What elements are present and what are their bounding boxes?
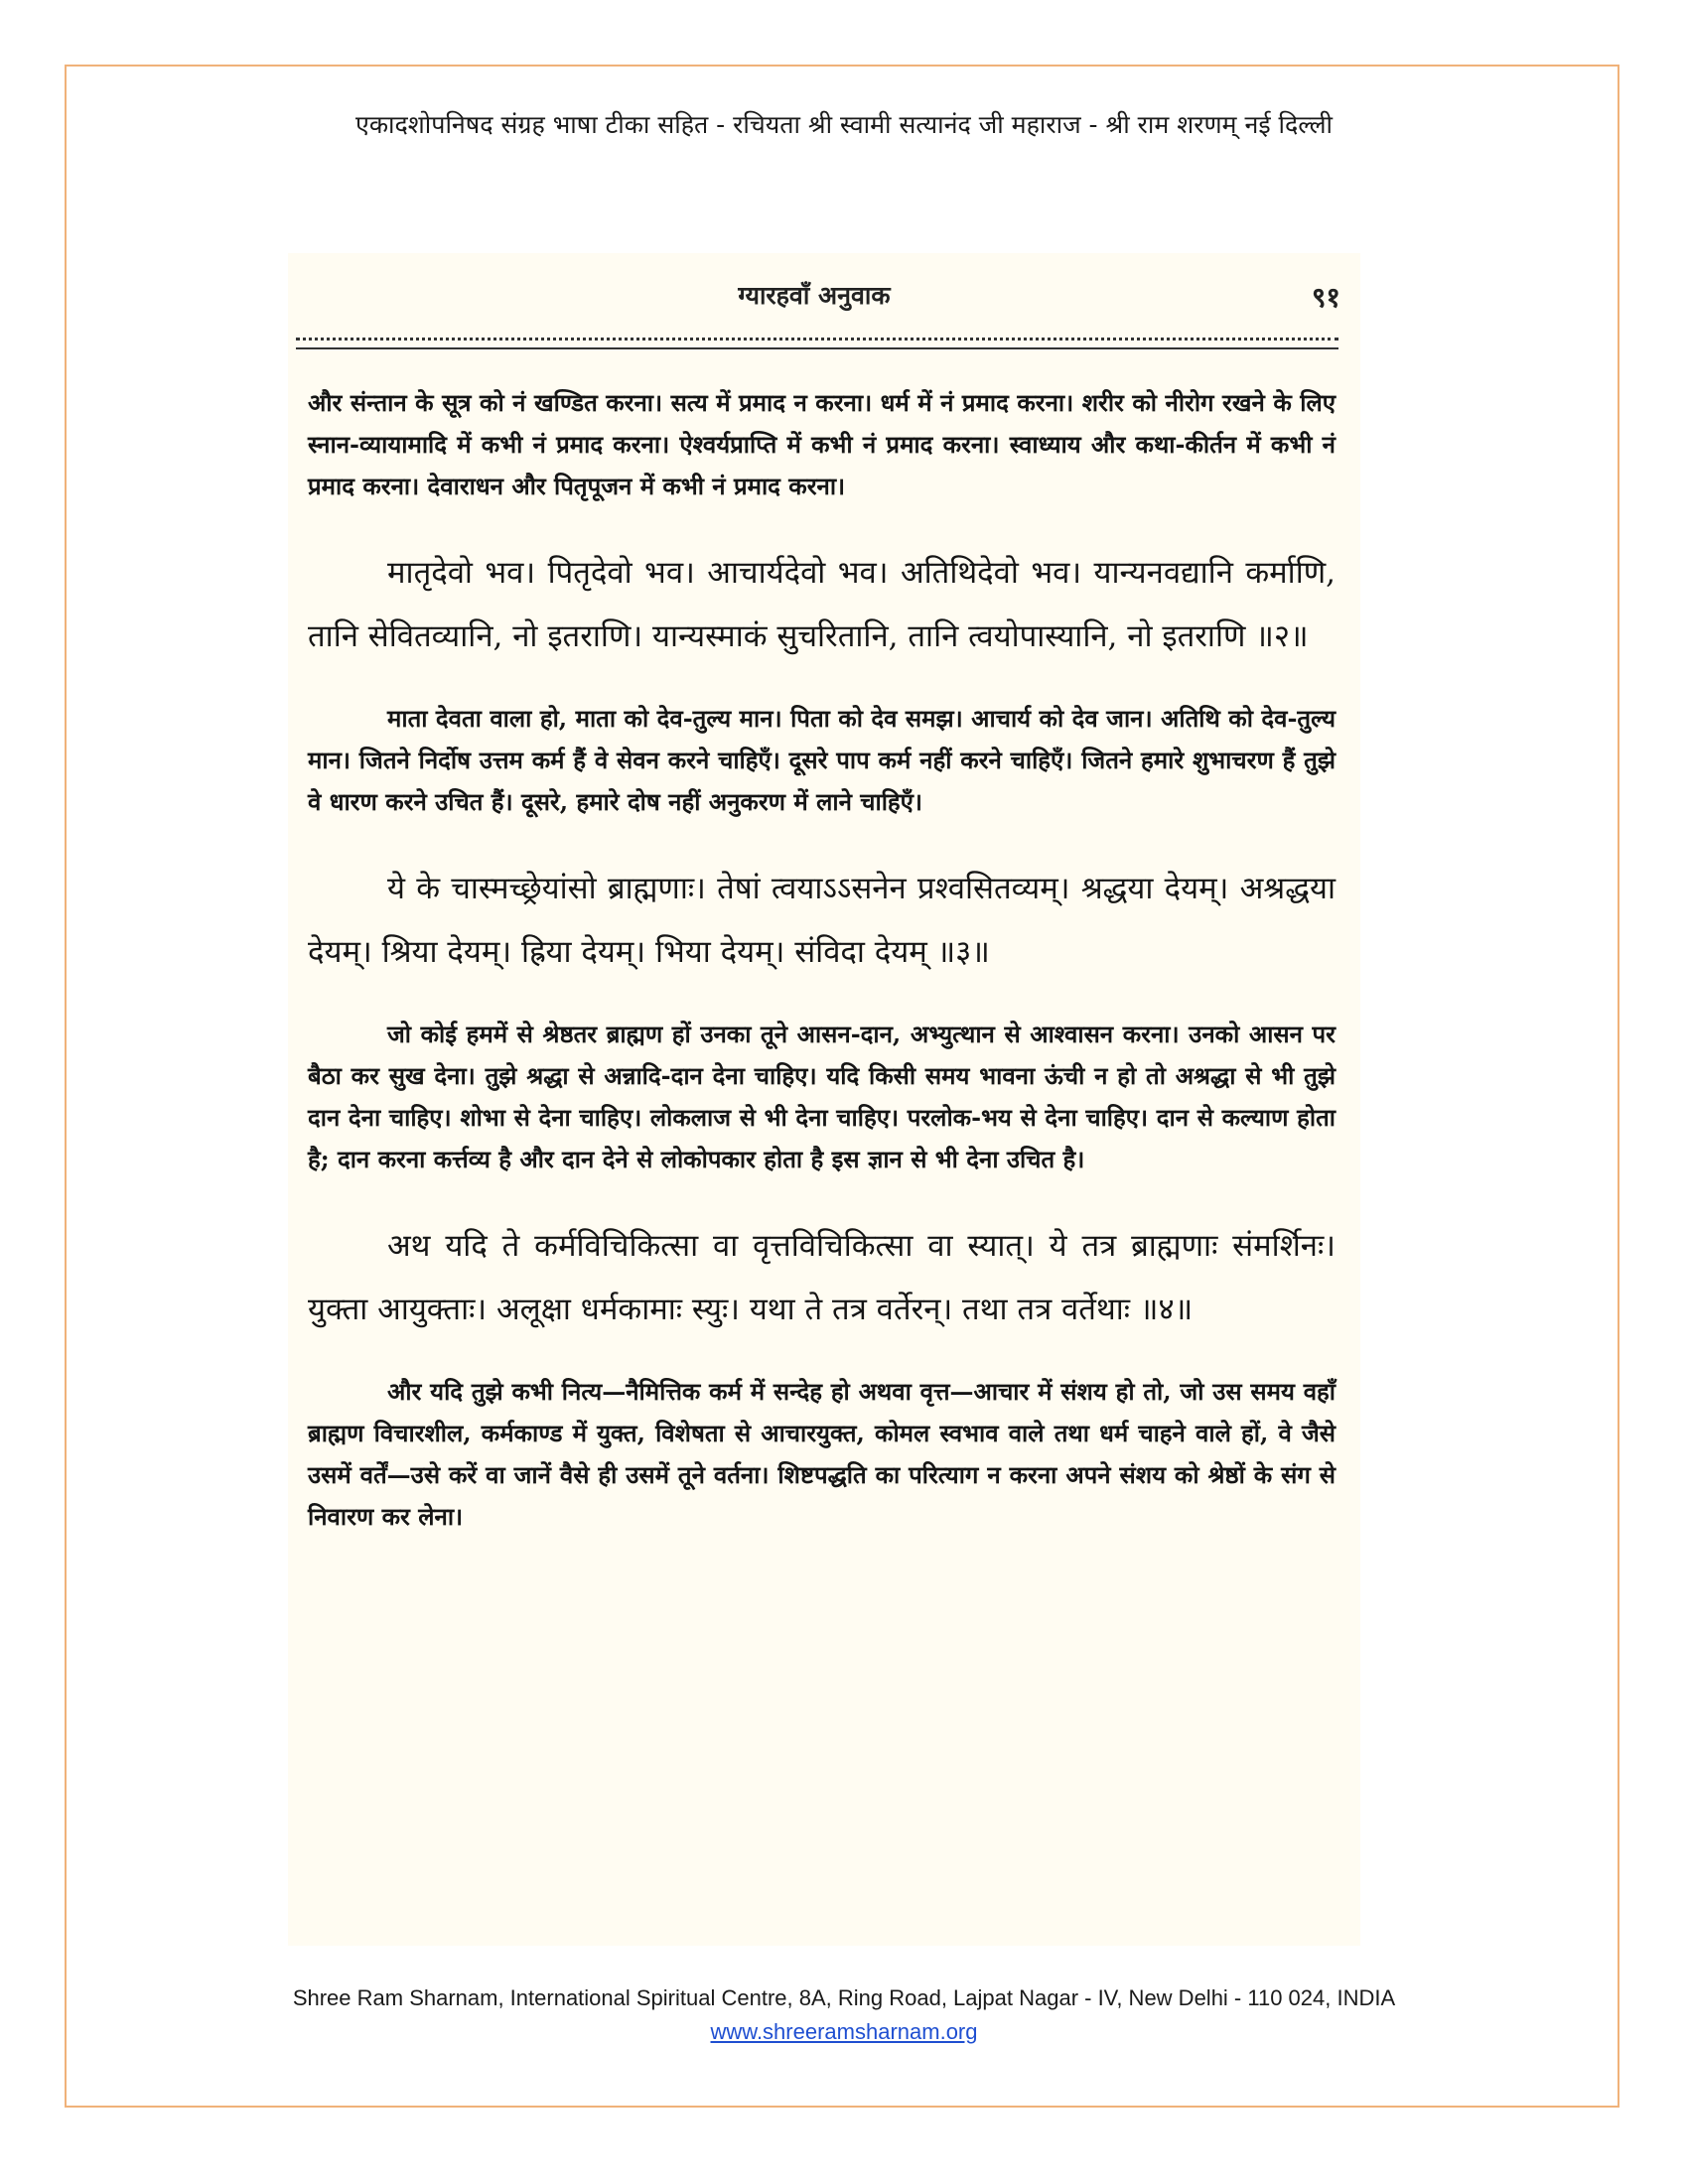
translation-paragraph-1: और संन्तान के सूत्र को नं खण्डित करना। सत्य में प्रमाद न करना। धर्म में नं प्रमाद करना। शरीर को नीरोग रखने के लिए स्नान-व्यायामादि में कभी नं प्रमाद करना। ऐश्वर्यप्राप्ति में कभी नं प्रमाद करना। स्वाध्याय और कथा-कीर्तन में कभी नं प्रमाद करना। देवाराधन और पितृपूजन में कभी नं प्रमाद करना। (308, 388, 1336, 500)
website-link[interactable]: www.shreeramsharnam.org (710, 2019, 978, 2044)
translation-paragraph-4: और यदि तुझे कभी नित्य—नैमित्तिक कर्म में सन्देह हो अथवा वृत्त—आचार में संशय हो तो, जो उस समय वहाँ ब्राह्मण विचारशील, कर्मकाण्ड में युक्त, विशेषता से आचारयुक्त, कोमल स्वभाव वाले तथा धर्म चाहने वाले हों, वे जैसे उसमें वर्तें—उसे करें वा जानें वैसे ही उसमें तूने वर्तना। शिष्टपद्धति का परित्याग न करना अपने संशय को श्रेष्ठों के संग से निवारण कर लेना। (308, 1377, 1336, 1531)
header-solid-rule (296, 347, 1338, 349)
translation-paragraph-3: जो कोई हममें से श्रेष्ठतर ब्राह्मण हों उनका तूने आसन-दान, अभ्युत्थान से आश्वासन करना। उनको आसन पर बैठा कर सुख देना। तुझे श्रद्धा से अन्नादि-दान देना चाहिए। यदि किसी समय भावना ऊंची न हो तो अश्रद्धा से भी तुझे दान देना चाहिए। शोभा से देना चाहिए। लोकलाज से भी देना चाहिए। परलोक-भय से देना चाहिए। दान से कल्याण होता है; दान करना कर्त्तव्य है और दान देने से लोकोपकार होता है इस ज्ञान से भी देना उचित है। (308, 1020, 1336, 1173)
document-header: एकादशोपनिषद संग्रह भाषा टीका सहित - रचियता श्री स्वामी सत्यानंद जी महाराज - श्री राम शरणम् नई दिल्ली (355, 110, 1333, 139)
footer-address: Shree Ram Sharnam, International Spiritual Centre, 8A, Ring Road, Lajpat Nagar - IV, New Delhi - 110 024, INDIA (292, 1985, 1396, 2010)
chapter-title: ग्यारहवाँ अनुवाक (738, 281, 891, 310)
page-content (308, 382, 1336, 1538)
page-number: ९१ (1311, 281, 1340, 314)
sanskrit-verse-3: ये के चास्मच्छ्रेयांसो ब्राह्मणाः। तेषां त्वयाऽऽसनेन प्रश्वसितव्यम्। श्रद्धया देयम्। अश्रद्धया देयम्। श्रिया देयम्। ह्रिया देयम्। भिया देयम्। संविदा देयम् ॥३॥ (308, 871, 1336, 970)
header-dotted-rule (296, 338, 1338, 341)
translation-paragraph-2: माता देवता वाला हो, माता को देव-तुल्य मान। पिता को देव समझ। आचार्य को देव जान। अतिथि को देव-तुल्य मान। जितने निर्दोष उत्तम कर्म हैं वे सेवन करने चाहिएँ। दूसरे पाप कर्म नहीं करने चाहिएँ। जितने हमारे शुभाचरण हैं तुझे वे धारण करने उचित हैं। दूसरे, हमारे दोष नहीं अनुकरण में लाने चाहिएँ। (308, 704, 1336, 816)
sanskrit-verse-4: अथ यदि ते कर्मविचिकित्सा वा वृत्तविचिकित्सा वा स्यात्। ये तत्र ब्राह्मणाः संमर्शिनः। युक्ता आयुक्ताः। अलूक्षा धर्मकामाः स्युः। यथा ते तत्र वर्तेरन्। तथा तत्र वर्तेथाः ॥४॥ (308, 1228, 1336, 1327)
sanskrit-verse-2: मातृदेवो भव। पितृदेवो भव। आचार्यदेवो भव। अतिथिदेवो भव। यान्यनवद्यानि कर्माणि, तानि सेवितव्यानि, नो इतराणि। यान्यस्माकं सुचरितानि, तानि त्वयोपास्यानि, नो इतराणि ॥२॥ (308, 555, 1336, 654)
